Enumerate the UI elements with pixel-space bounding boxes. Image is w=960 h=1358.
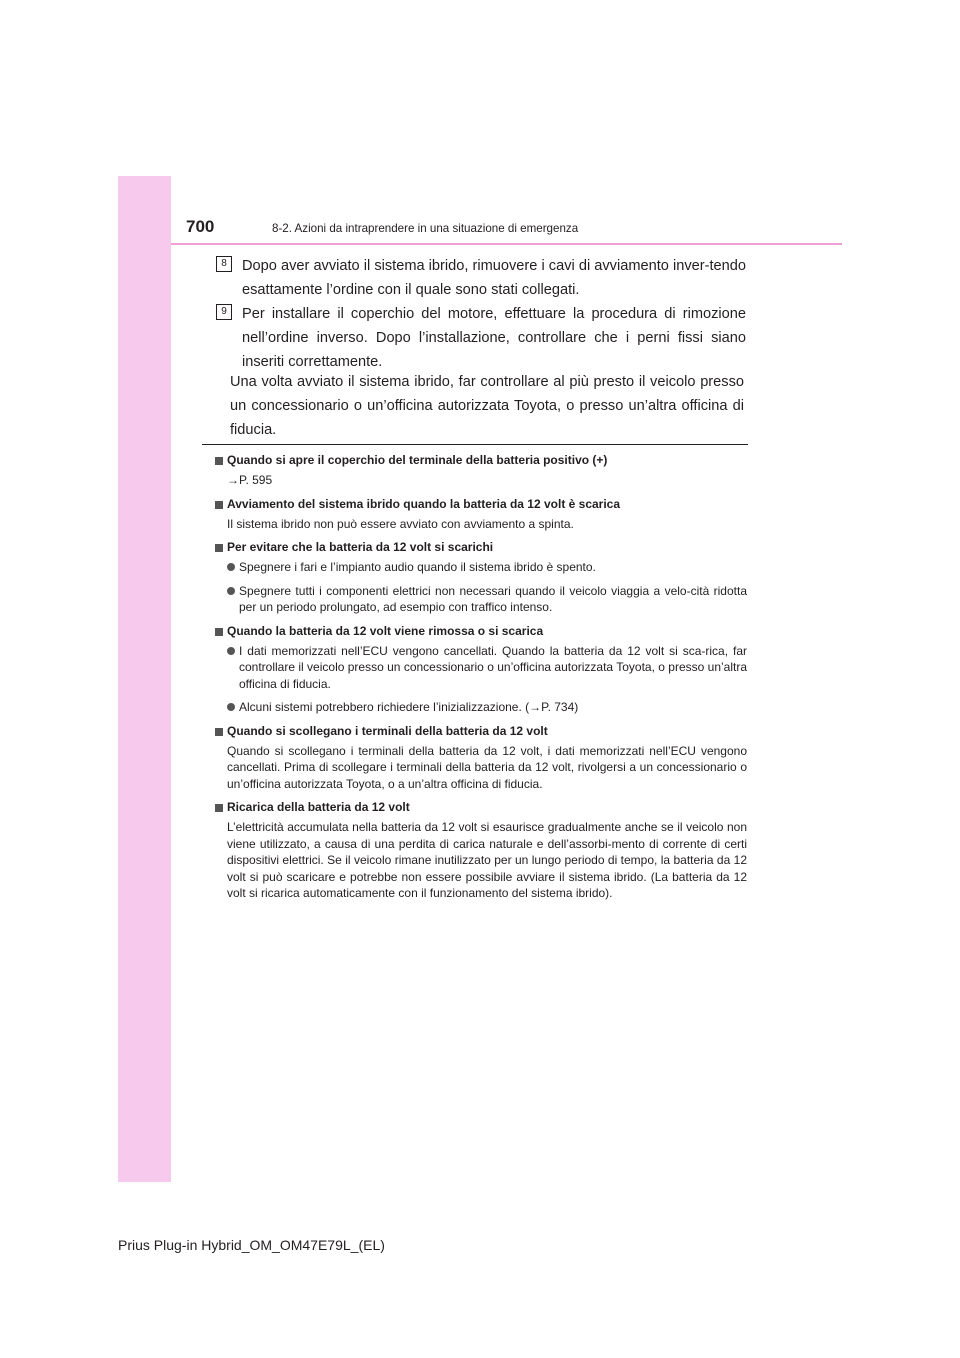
note-body: Quando si scollegano i terminali della batteria da 12 volt, i dati memorizzati nell’ECU vengono cancellati. Prima di scollegare i terminali della batteria da 12 volt, rivolgersi a un concessionario o un’officina autorizzata Toyota, o a un’altra officina di fiducia. xyxy=(227,743,747,791)
notes-section xyxy=(215,452,747,909)
step-number-badge: 8 xyxy=(216,256,232,272)
step-text: Dopo aver avviato il sistema ibrido, rimuovere i cavi di avviamento inver-tendo esattamente l’ordine con il quale sono stati collegati. xyxy=(242,258,746,298)
header-rule xyxy=(171,243,842,245)
note-bullet: Alcuni sistemi potrebbero richiedere l’inizializzazione. (→P. 734) xyxy=(227,699,747,716)
square-bullet-icon xyxy=(215,544,223,552)
note-heading: Quando si apre il coperchio del terminale della batteria positivo (+) xyxy=(215,452,747,469)
note-heading: Avviamento del sistema ibrido quando la batteria da 12 volt è scarica xyxy=(215,496,747,513)
step-8 xyxy=(216,254,746,302)
square-bullet-icon xyxy=(215,804,223,812)
round-bullet-icon xyxy=(227,647,235,655)
square-bullet-icon xyxy=(215,501,223,509)
note-bullet: Spegnere tutti i componenti elettrici non necessari quando il veicolo viaggia a velo-cità ridotta per un periodo prolungato, ad esempio con traffico intenso. xyxy=(227,583,747,616)
note-body: Il sistema ibrido non può essere avviato con avviamento a spinta. xyxy=(227,516,574,531)
note-heading: Quando la batteria da 12 volt viene rimossa o si scarica xyxy=(215,623,747,640)
note-heading: Ricarica della batteria da 12 volt xyxy=(215,799,747,816)
page-number: 700 xyxy=(186,217,215,236)
note-body: L’elettricità accumulata nella batteria da 12 volt si esaurisce gradualmente anche se il veicolo non viene utilizzato, a causa di una perdita di carica naturale e dell’assorbi-mento di corrente di certi dispositivi elettrici. Se il veicolo rimane inutilizzato per un lungo periodo di tempo, la batteria da 12 volt si può scaricare e potrebbe non essere possibile avviare il sistema ibrido. (La batteria da 12 volt si ricarica automaticamente con il funzionamento del sistema ibrido). xyxy=(227,820,747,900)
round-bullet-icon xyxy=(227,703,235,711)
square-bullet-icon xyxy=(215,457,223,465)
closing-paragraph: Una volta avviato il sistema ibrido, far controllare al più presto il veicolo presso un concessionario o un’officina autorizzata Toyota, o presso un’altra officina di fiducia. xyxy=(230,374,744,438)
step-text: Per installare il coperchio del motore, effettuare la procedura di rimozione nell’ordine inverso. Dopo l’installazione, controllare che i perni fissi siano inseriti correttamente. xyxy=(242,306,746,370)
step-9 xyxy=(216,302,746,374)
notes-divider xyxy=(202,444,748,445)
step-number-badge: 9 xyxy=(216,304,232,320)
round-bullet-icon xyxy=(227,587,235,595)
chapter-side-band xyxy=(118,176,171,1182)
document-footer: Prius Plug-in Hybrid_OM_OM47E79L_(EL) xyxy=(118,1237,385,1253)
section-title: 8-2. Azioni da intraprendere in una situazione di emergenza xyxy=(272,222,579,235)
note-bullet: Spegnere i fari e l’impianto audio quando il sistema ibrido è spento. xyxy=(227,559,747,576)
note-bullet: I dati memorizzati nell’ECU vengono cancellati. Quando la batteria da 12 volt si sca-rica, far controllare il veicolo presso un concessionario o un’officina autorizzata Toyota, o presso un’altra officina di fiducia. xyxy=(227,643,747,693)
note-heading: Quando si scollegano i terminali della batteria da 12 volt xyxy=(215,723,747,740)
square-bullet-icon xyxy=(215,728,223,736)
square-bullet-icon xyxy=(215,628,223,636)
round-bullet-icon xyxy=(227,563,235,571)
note-heading: Per evitare che la batteria da 12 volt si scarichi xyxy=(215,539,747,556)
page-reference: →P. 595 xyxy=(227,473,273,487)
